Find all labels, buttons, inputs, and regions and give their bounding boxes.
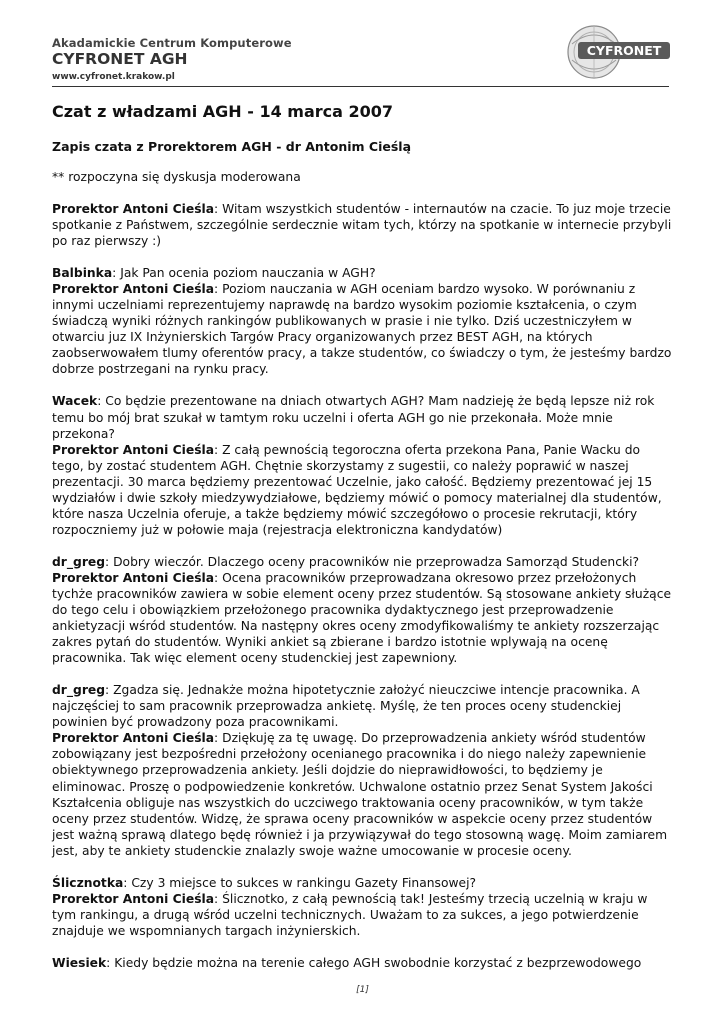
speaker-name: Ślicznotka (52, 875, 124, 890)
speaker-name: Prorektor Antoni Cieśla (52, 202, 215, 216)
message-text: : Czy 3 miejsce to sukces w rankingu Gazety Finansowej? (123, 875, 477, 890)
chat-message (52, 442, 672, 538)
chat-block (52, 393, 672, 537)
speaker-name: dr_greg (52, 554, 106, 569)
speaker-name: Prorektor Antoni Cieśla (52, 282, 215, 297)
chat-message (52, 891, 672, 939)
speaker-name: Prorektor Antoni Cieśla (52, 442, 215, 457)
chat-message (52, 554, 672, 570)
message-text: : Z całą pewnością tegoroczna oferta przekona Pana, Panie Wacku do tego, by zostać studentem AGH. Chętnie skorzystamy z sugestii, co należy poprawić w naszej prezentacji. 30 marca będziemy prezentować Uczelnie, jako całość. Będziemy prezentować jej 15 wydziałów i dwie szkoły miedzywydziałowe, będziemy mówić o pomocy materialnej dla studentów, które nasza Uczelnia oferuje, a także będziemy mówić szczegółowo o procesie rekrutacji, który rozpoczniemy już w połowie maja (rejestracja elektroniczna kandydatów) (52, 442, 662, 537)
message-text: : Ślicznotko, z całą pewnością tak! Jesteśmy trzecią uczelnią w kraju w tym rankingu, a drugą wśród uczelni technicznych. Uważam to za sukces, a jego potwierdzenie znajduje we wspomnianych targach inżynierskich. (52, 891, 648, 938)
speaker-name: Prorektor Antoni Cieśla (52, 570, 215, 585)
chat-message (52, 682, 672, 730)
chat-message (52, 201, 672, 249)
document-body (52, 100, 672, 971)
message-text: : Dobry wieczór. Dlaczego oceny pracowników nie przeprowadza Samorząd Studencki? (105, 554, 640, 569)
speaker-name: dr_greg (52, 683, 106, 698)
speaker-name: Prorektor Antoni Cieśla (52, 731, 215, 746)
header-divider (52, 86, 669, 87)
moderation-note: ** rozpoczyna się dyskusja moderowana (52, 170, 301, 184)
message-text: : Poziom nauczania w AGH oceniam bardzo wysoko. W porównaniu z innymi uczelniami reprezentujemy naprawdę na bardzo wysokim poziomie kształcenia, o czym świadczą wyniki różnych rankingów publikowanych w prasie i nie tylko. Dziś uczestniczyłem w otwarciu juz IX Inżynierskich Targów Pracy organizowanych przez BEST AGH, na których zaobserwowałem tlumy oferentów pracy, a takze studentów, co świadczy o tym, że jesteśmy bardzo dobrze postrzegani na rynku pracy. (52, 282, 672, 377)
message-text: : Dziękuję za tę uwagę. Do przeprowadzenia ankiety wśród studentów zobowiązany jest bezpośredni przełożony ocenianego pracownika i do niego należy zapewnienie obiektywnego przeprowadzenia ankiety. Jeśli dojdzie do nieprawidłowości, to będziemy je eliminowac. Proszę o podpowiedzenie konkretów. Uchwalone ostatnio przez Senat System Jakości Kształcenia obliguje nas wszystkich do uczciwego traktowania oceny pracowników, w tym także oceny przez studentów. Widzę, że sprawa oceny pracowników w aspekcie oceny przez studentów jest ważną sprawą dlatego będę również i ja przywiązywał do tego stosowną wagę. Moim zamiarem jest, aby te ankiety studenckie znalazly swoje ważne umocowanie w procesie oceny. (52, 731, 668, 858)
chat-message (52, 281, 672, 377)
speaker-name: Prorektor Antoni Cieśla (52, 891, 215, 906)
chat-message (52, 875, 672, 891)
org-name: Akadamickie Centrum Komputerowe (52, 36, 292, 50)
org-url: www.cyfronet.krakow.pl (52, 72, 175, 82)
org-title: CYFRONET AGH (52, 50, 188, 68)
chat-block (52, 955, 672, 971)
page-number: [1] (356, 985, 369, 995)
chat-message (52, 570, 672, 666)
chat-block (52, 875, 672, 939)
logo-text: CYFRONET (586, 43, 662, 58)
chat-message (52, 730, 672, 858)
chat-block (52, 682, 672, 859)
chat-message (52, 393, 672, 441)
message-text: : Ocena pracowników przeprowadzana okresowo przez przełożonych tychże pracowników zawiera w sobie element oceny przez studentów. Są stosowane ankiety służące do tego celu i obowiązkiem przełożonego pracownika dydaktycznego jest przeprowadzenie ankietyzacji wśród studentów. Na następny okres oceny zmodyfikowaliśmy te ankiety rozszerzając zakres pytań do studentów. Wyniki ankiet są zbierane i bardzo istotnie wplywają na ocenę pracownika. Tak więc element oceny studenckiej jest zapewniony. (52, 570, 672, 666)
page-title: Czat z władzami AGH - 14 marca 2007 (52, 102, 394, 121)
chat-message (52, 265, 672, 281)
speaker-name: Wiesiek (52, 955, 107, 970)
message-text: : Co będzie prezentowane na dniach otwartych AGH? Mam nadzieję że będą lepsze niż rok temu bo mój brat szukał w tamtym roku uczelni i oferta AGH go nie przekonała. Może mnie przekona? (52, 394, 655, 441)
message-text: : Kiedy będzie można na terenie całego AGH swobodnie korzystać z bezprzewodowego (106, 955, 642, 970)
chat-message (52, 955, 672, 971)
message-text: : Zgadza się. Jednakże można hipotetycznie założyć nieuczciwe intencje pracownika. A najczęściej to sam pracownik przeprowadza ankietę. Myślę, że ten proces oceny studenckiej powinien być prowadzony poza pracownikami. (52, 683, 640, 730)
chat-block (52, 554, 672, 666)
chat-block (52, 201, 672, 249)
message-text: : Witam wszystkich studentów - internautów na czacie. To juz moje trzecie spotkanie z Państwem, szczególnie serdecznie witam tych, którzy na spotkanie w internecie przybyli po raz pierwszy :) (52, 202, 672, 249)
chat-block (52, 265, 672, 377)
page-subtitle: Zapis czata z Prorektorem AGH - dr Antonim Cieślą (52, 139, 412, 154)
speaker-name: Wacek (52, 394, 98, 409)
cyfronet-logo (566, 22, 672, 80)
message-text: : Jak Pan ocenia poziom nauczania w AGH? (112, 266, 376, 281)
speaker-name: Balbinka (52, 266, 113, 281)
